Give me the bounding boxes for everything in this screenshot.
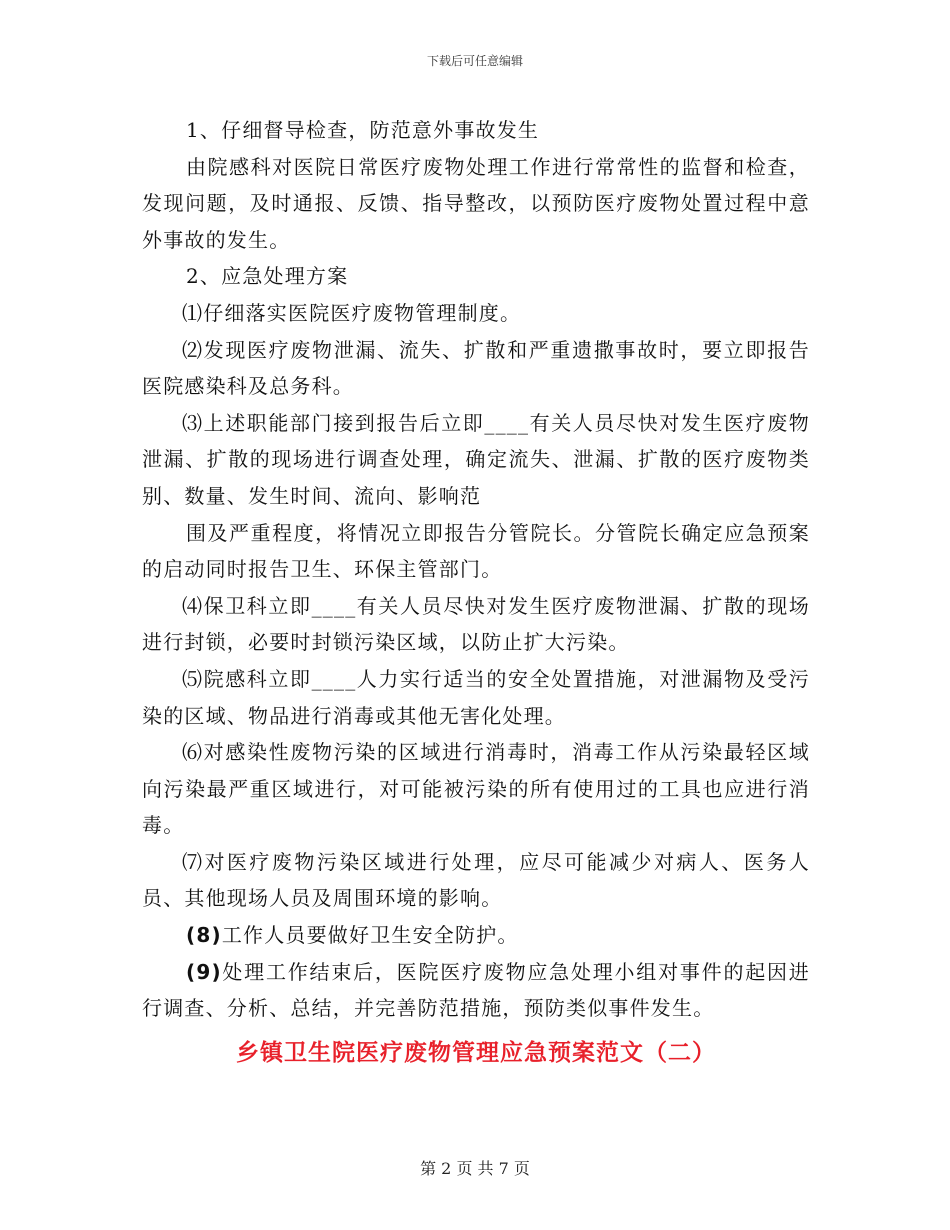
list-item-5: ⑸院感科立即____人力实行适当的安全处置措施，对泄漏物及受污染的区域、物品进行消毒或其他无害化处理。 — [142, 666, 810, 728]
section-heading-2: 2、应急处理方案 — [186, 264, 349, 289]
list-item-9 — [142, 954, 810, 1027]
document-body — [142, 112, 810, 1073]
list-text-9: 处理工作结束后，医院医疗废物应急处理小组对事件的起因进行调查、分析、总结，并完善防范措施，预防类似事件发生。 — [142, 959, 810, 1021]
paragraph: 由院感科对医院日常医疗废物处理工作进行常常性的监督和检查，发现问题，及时通报、反馈、指导整改，以预防医疗废物处置过程中意外事故的发生。 — [142, 154, 810, 252]
list-item-8 — [142, 917, 810, 954]
list-item-7: ⑺对医疗废物污染区域进行处理，应尽可能减少对病人、医务人员、其他现场人员及周围环境的影响。 — [142, 849, 810, 911]
list-number-8: (8) — [186, 923, 222, 948]
section-title: 乡镇卫生院医疗废物管理应急预案范文（二） — [236, 1039, 716, 1066]
page-footer: 第 2 页 共 7 页 — [420, 1159, 530, 1178]
list-item-3: ⑶上述职能部门接到报告后立即____有关人员尽快对发生医疗废物泄漏、扩散的现场进行调查处理，确定流失、泄漏、扩散的医疗废物类别、数量、发生时间、流向、影响范 — [142, 410, 810, 508]
page-header: 下载后可任意编辑 — [426, 54, 523, 68]
list-item-4: ⑷保卫科立即____有关人员尽快对发生医疗废物泄漏、扩散的现场进行封锁，必要时封锁污染区域，以防止扩大污染。 — [142, 593, 810, 655]
list-item-2: ⑵发现医疗废物泄漏、流失、扩散和严重遗撒事故时，要立即报告医院感染科及总务科。 — [142, 337, 810, 399]
list-item-6: ⑹对感染性废物污染的区域进行消毒时，消毒工作从污染最轻区域向污染最严重区域进行，对可能被污染的所有使用过的工具也应进行消毒。 — [142, 740, 810, 838]
section-heading-1: 1、仔细督导检查，防范意外事故发生 — [186, 118, 540, 142]
list-item-1: ⑴仔细落实医院医疗废物管理制度。 — [182, 300, 522, 325]
list-item-3-continued: 围及严重程度，将情况立即报告分管院长。分管院长确定应急预案的启动同时报告卫生、环保主管部门。 — [142, 520, 810, 582]
list-text-8: 工作人员要做好卫生安全防护。 — [221, 923, 519, 948]
list-number-9: (9) — [186, 959, 222, 984]
